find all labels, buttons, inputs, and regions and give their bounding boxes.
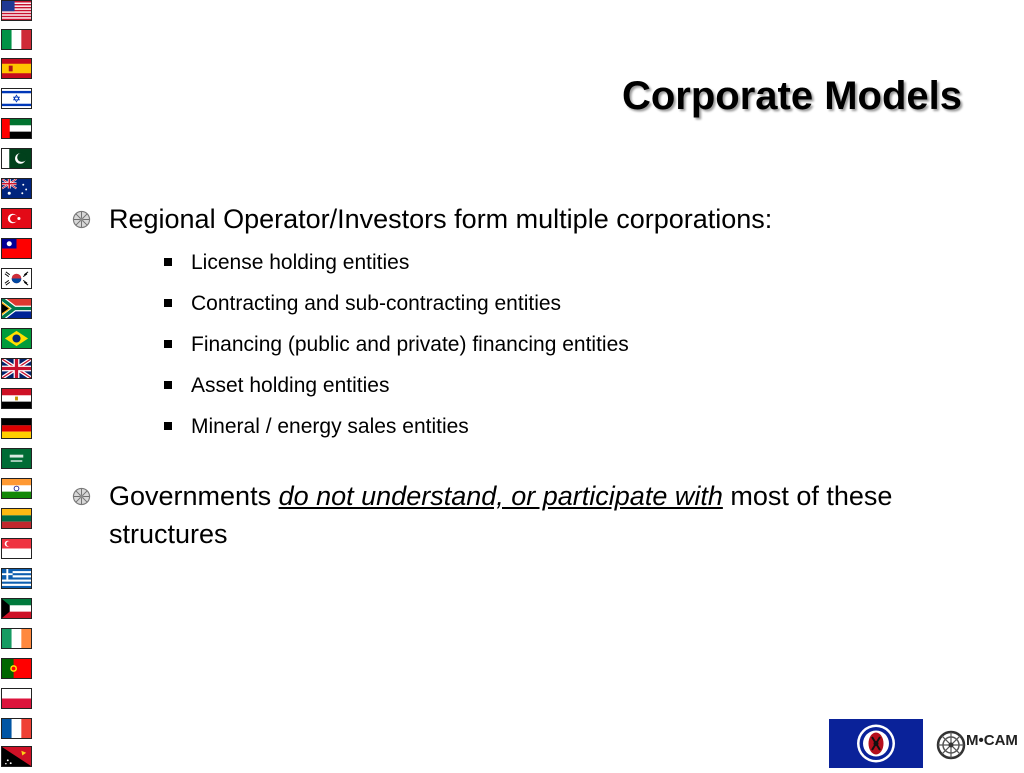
flag-kuwait-icon [1,598,32,619]
bullet-text-end: most of these structures [109,481,893,549]
flag-poland-icon [1,688,32,709]
mcam-logo [935,727,1021,763]
flag-italy-icon [1,29,32,50]
sub-bullet-item [109,406,972,447]
flag-saudi-arabia-icon [1,448,32,469]
square-bullet-icon [164,340,172,348]
flag-israel-icon [1,88,32,109]
bullet-item [72,200,972,447]
sub-bullet-item [109,324,972,365]
flag-egypt-icon [1,388,32,409]
mcam-wordmark: M•CAM [966,732,1018,749]
partner-seal-logo [829,719,923,768]
flag-india-icon [1,478,32,499]
seal-emblem-icon [829,719,923,768]
square-bullet-icon [164,258,172,266]
flag-taiwan-icon [1,238,32,259]
flag-turkey-icon [1,208,32,229]
sub-bullet-list [109,242,972,447]
flag-france-icon [1,718,32,739]
flag-united-states-icon [1,0,32,21]
flag-column [0,0,33,768]
sub-bullet-item [109,283,972,324]
square-bullet-icon [164,299,172,307]
flag-pakistan-icon [1,148,32,169]
slide-title: Corporate Models [621,74,962,118]
sub-bullet-text: Financing (public and private) financing entities [191,333,629,356]
flag-south-africa-icon [1,298,32,319]
flag-australia-icon [1,178,32,199]
flag-singapore-icon [1,538,32,559]
bullet-text-start: Governments [109,481,279,511]
sub-bullet-text: License holding entities [191,251,410,274]
flag-south-korea-icon [1,268,32,289]
flag-united-arab-emirates-icon [1,118,32,139]
flag-portugal-icon [1,658,32,679]
bullet-text: Regional Operator/Investors form multiple corporations: [109,204,773,234]
flag-papua-new-guinea-icon [1,746,32,767]
compass-bullet-icon [72,487,91,506]
sub-bullet-text: Asset holding entities [191,374,390,397]
sub-bullet-item [109,242,972,283]
flag-ireland-icon [1,628,32,649]
sub-bullet-item [109,365,972,406]
flag-lithuania-icon [1,508,32,529]
wheel-icon [935,729,967,761]
square-bullet-icon [164,381,172,389]
flag-germany-icon [1,418,32,439]
bullet-text-emphasis: do not understand, or participate with [278,481,723,511]
flag-greece-icon [1,568,32,589]
compass-bullet-icon [72,210,91,229]
bullet-item [72,477,972,553]
square-bullet-icon [164,422,172,430]
sub-bullet-text: Contracting and sub-contracting entities [191,292,562,315]
flag-spain-icon [1,58,32,79]
flag-brazil-icon [1,328,32,349]
slide-content [72,200,972,553]
flag-united-kingdom-icon [1,358,32,379]
sub-bullet-text: Mineral / energy sales entities [191,415,469,438]
